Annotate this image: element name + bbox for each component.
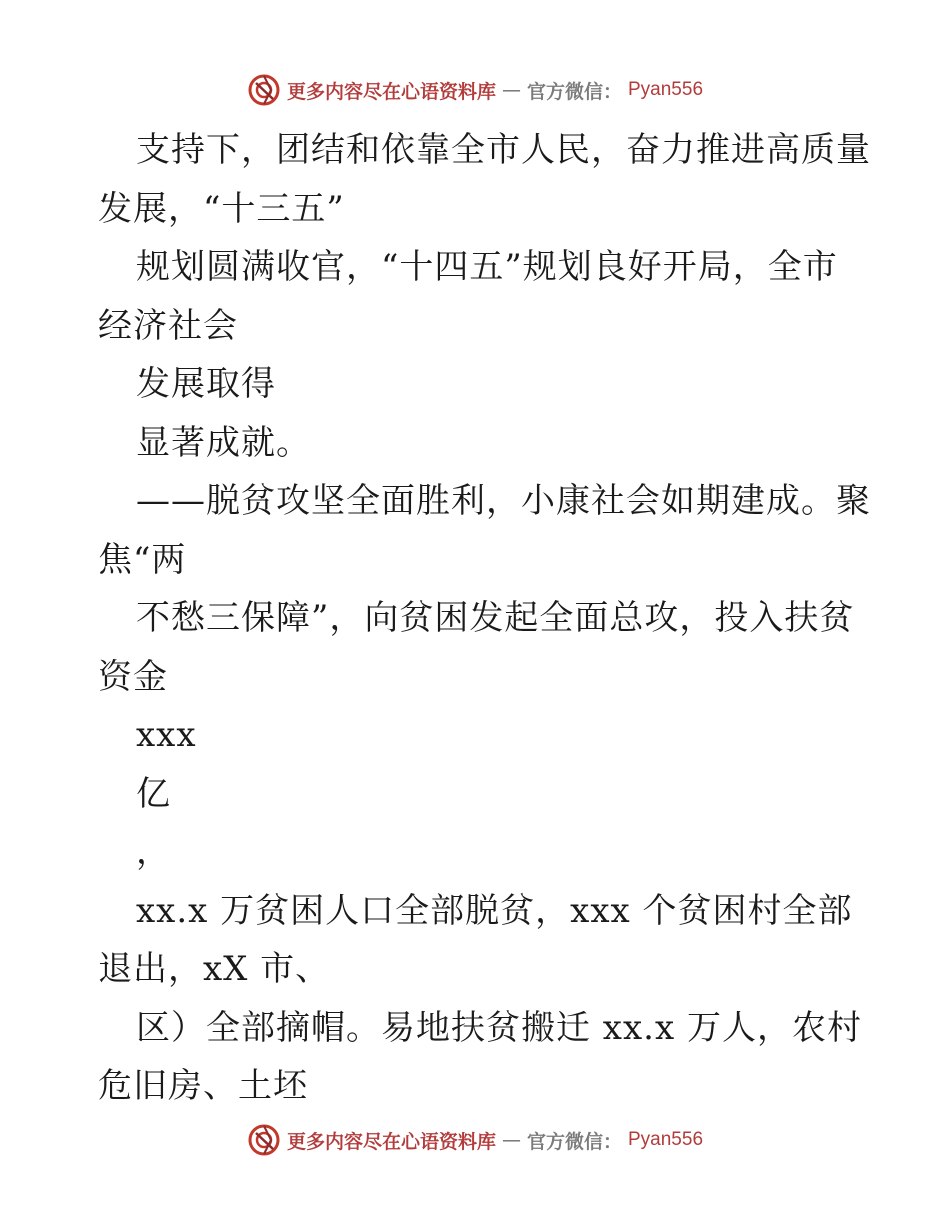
body-line: xxx xyxy=(136,715,197,755)
watermark-contact-id: Pyan556 xyxy=(628,79,704,100)
body-line: xx.x 万贫困人口全部脱贫，xxx 个贫困村全部 xyxy=(136,890,853,931)
body-line: 支持下，团结和依靠全市人民，奋力推进高质量 xyxy=(136,130,871,170)
body-line: 焦“两 xyxy=(98,539,187,580)
pen-circle-logo-icon xyxy=(247,73,281,107)
body-line: 显著成就。 xyxy=(136,422,311,463)
watermark-contact-id: Pyan556 xyxy=(628,1129,704,1150)
body-line: 规划圆满收官，“十四五”规划良好开局，全市 xyxy=(136,247,838,287)
watermark-contact-label: 官方微信： xyxy=(526,1130,622,1153)
body-line: 经济社会 xyxy=(98,305,238,346)
body-line: 区）全部摘帽。易地扶贫搬迁 xx.x 万人，农村 xyxy=(136,1007,862,1048)
body-line: 亿 xyxy=(136,773,171,814)
document-body xyxy=(98,121,871,1116)
watermark-separator: — xyxy=(501,79,521,101)
watermark-brand-text: 更多内容尽在心语资料库 xyxy=(286,80,496,103)
header-watermark xyxy=(0,70,950,110)
body-line: 发展取得 xyxy=(136,364,276,404)
watermark-contact-label: 官方微信： xyxy=(526,80,622,103)
watermark-brand-text: 更多内容尽在心语资料库 xyxy=(286,1130,496,1153)
body-line: 危旧房、土坯 xyxy=(98,1066,308,1106)
body-line: ——脱贫攻坚全面胜利，小康社会如期建成。聚 xyxy=(136,481,871,521)
body-line: ， xyxy=(136,832,171,872)
pen-circle-logo-icon xyxy=(247,1123,281,1157)
body-line: 退出，xX 市、 xyxy=(98,949,331,989)
body-line: 发展，“十三五” xyxy=(98,188,345,229)
footer-watermark xyxy=(0,1120,950,1160)
body-line: 不愁三保障”，向贫困发起全面总攻，投入扶贫 xyxy=(136,598,855,638)
body-line: 资金 xyxy=(98,656,168,697)
watermark-separator: — xyxy=(501,1129,521,1151)
